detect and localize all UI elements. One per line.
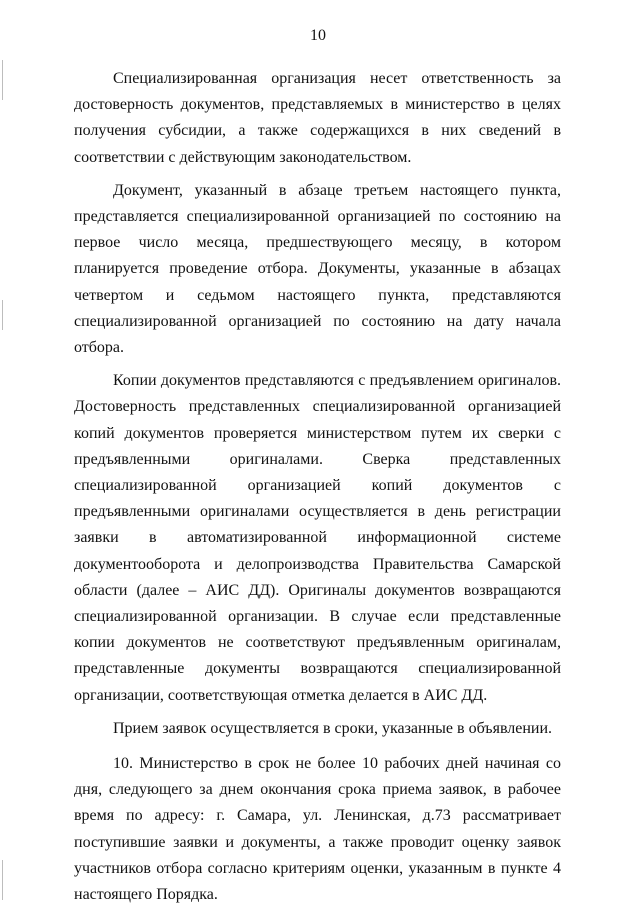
paragraph-application-dates: Прием заявок осуществляется в сроки, указанные в объявлении. [113, 719, 553, 737]
paragraph-document-date: Документ, указанный в абзаце третьем настоящего пункта, представляется специализированной организацией по состоянию на первое число месяца, предшествующего месяцу, в котором планируется проведение отбора. Документы, указанные в абзацах четвертом и седьмом настоящего пункта, представляются специализированной организацией по состоянию на дату начала отбора. [74, 181, 561, 357]
paragraph-copies-verification: Копии документов представляются с предъявлением оригиналов. Достоверность представленных специализированной организацией копий документов проверяется министерством путем их сверки с предъявленными оригиналами. Сверка представленных специализированной организацией копий документов с предъявленными оригиналами осуществляется в день регистрации заявки в автоматизированной информационной системе документооборота и делопроизводства Правительства Самарской области (далее – АИС ДД). Оригиналы документов возвращаются специализированной организации. В случае если представленные копии документов не соответствуют предъявленным оригиналам, представленные документы возвращаются специализированной организации, соответствующая отметка делается в АИС ДД. [74, 372, 561, 704]
scan-edge-mark [2, 60, 3, 100]
page-number: 10 [310, 27, 326, 44]
scan-edge-mark [2, 860, 3, 900]
paragraph-ministry-review: 10. Министерство в срок не более 10 рабочих дней начиная со дня, следующего за днем окончания срока приема заявок, в рабочее время по адресу: г. Самара, ул. Ленинская, д.73 рассматривает поступившие заявки и документы, а также проводит оценку заявок участников отбора согласно критериям оценки, указанным в пункте 4 настоящего Порядка. [74, 755, 561, 904]
scan-edge-mark [2, 300, 3, 330]
document-body [74, 66, 561, 915]
paragraph-responsibility: Специализированная организация несет ответственность за достоверность документов, представляемых в министерство в целях получения субсидии, а также содержащихся в них сведений в соответствии с действующим законодательством. [74, 70, 561, 166]
